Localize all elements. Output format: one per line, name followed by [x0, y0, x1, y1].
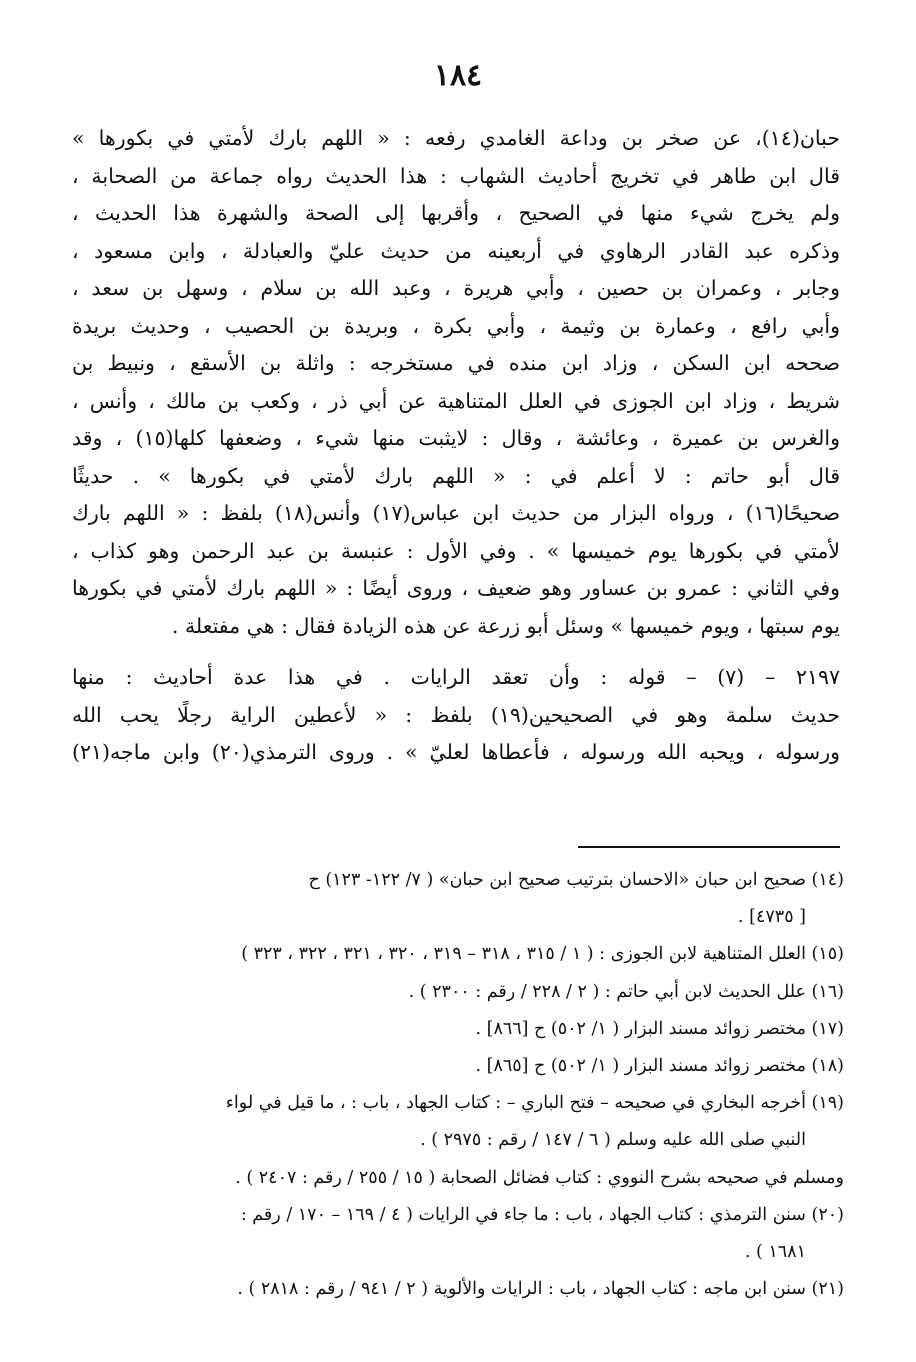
footnote-line: (١٧) مختصر زوائد مسند البزار ( ١/ ٥٠٢) ح [٨٦٦] .: [475, 1018, 844, 1039]
body-line: وأبي رافع ، وعمارة بن وثيمة ، وأبي بكرة ، وبريدة بن الحصيب ، وحديث بريدة: [72, 313, 840, 338]
body-line: يوم سبتها ، ويوم خميسها » وسئل أبو زرعة عن هذه الزيادة فقال : هي مفتعلة .: [171, 613, 840, 638]
footnote-line: (١٥) العلل المتناهية لابن الجوزى : ( ١ / ٣١٥ ، ٣١٨ – ٣١٩ ، ٣٢٠ ، ٣٢١ ، ٣٢٢ ، ٣٢٣ ): [241, 944, 844, 965]
paragraph-2-line: ورسوله ، ويحبه الله ورسوله ، فأعطاها لعليّ » . وروى الترمذي(٢٠) وابن ماجه(٢١): [72, 740, 840, 764]
footnote-line: (٢١) سنن ابن ماجه : كتاب الجهاد ، باب : الرايات والألوية ( ٢ / ٩٤١ / رقم : ٢٨١٨ ) .: [237, 1279, 844, 1300]
footnotes: [66, 862, 844, 1308]
body-line: شريط ، وزاد ابن الجوزى في العلل المتناهية عن أبي ذر ، وكعب بن مالك ، وأنس ،: [72, 388, 840, 413]
paragraph-2-line: ٢١٩٧ – (٧) – قوله : وأن تعقد الرايات . في هذا عدة أحاديث : منها: [72, 665, 840, 689]
footnote-line: النبي صلى الله عليه وسلم ( ٦ / ١٤٧ / رقم : ٢٩٧٥ ) .: [420, 1130, 806, 1151]
body-line: والغرس بن عميرة ، وعائشة ، وقال : لايثبت منها شيء ، وضعفها كلها(١٥) ، وقد: [72, 426, 840, 450]
body-line: وجابر ، وعمران بن حصين ، وأبي هريرة ، وعبد الله بن سلام ، وسهل بن سعد ،: [72, 276, 840, 300]
body-line: وفي الثاني : عمرو بن عساور وهو ضعيف ، وروى أيضًا : « اللهم بارك لأمتي في بكورها: [72, 576, 840, 600]
footnote-line: (٢٠) سنن الترمذي : كتاب الجهاد ، باب : ما جاء في الرايات ( ٤ / ١٦٩ – ١٧٠ / رقم :: [240, 1204, 844, 1225]
body-line: صححه ابن السكن ، وزاد ابن منده في مستخرجه : واثلة بن الأسقع ، ونبيط بن: [72, 351, 840, 375]
body-line: قال ابن طاهر في تخريج أحاديث الشهاب : هذا الحديث رواه جماعة من الصحابة ،: [72, 163, 840, 188]
body-line: ولم يخرج شيء منها في الصحيح ، وأقربها إلى الصحة والشهرة هذا الحديث ،: [72, 201, 840, 225]
page-number: ١٨٤: [433, 58, 483, 93]
body-line: لأمتي في بكورها يوم خميسها » . وفي الأول : عنبسة بن عبد الرحمن وهو كذاب ،: [72, 538, 840, 563]
body-line: قال أبو حاتم : لا أعلم في : « اللهم بارك لأمتي في بكورها » . حديثًا: [72, 463, 840, 488]
main-text: [72, 120, 840, 772]
paragraph-2-line: حديث سلمة وهو في الصحيحين(١٩) بلفظ : « لأعطين الراية رجلًا يحب الله: [72, 702, 840, 727]
footnote-line: (١٦) علل الحديث لابن أبي حاتم : ( ٢ / ٢٢٨ / رقم : ٢٣٠٠ ) .: [408, 981, 844, 1002]
footnote-divider: [578, 846, 840, 848]
footnote-line: (١٩) أخرجه البخاري في صحيحه – فتح الباري – : كتاب الجهاد ، باب : ، ما قيل في لواء: [225, 1093, 844, 1114]
footnote-line: [ ٤٧٣٥] .: [738, 907, 806, 928]
footnote-line: ١٦٨١ ) .: [744, 1241, 806, 1262]
footnote-line: ومسلم في صحيحه بشرح النووي : كتاب فضائل الصحابة ( ١٥ / ٢٥٥ / رقم : ٢٤٠٧ ) .: [235, 1167, 844, 1188]
body-line: وذكره عبد القادر الرهاوي في أربعينه من حديث عليّ والعبادلة ، وابن مسعود ،: [72, 238, 840, 263]
body-line: صحيحًا(١٦) ، ورواه البزار من حديث ابن عباس(١٧) وأنس(١٨) بلفظ : « اللهم بارك: [72, 501, 840, 525]
body-line: حبان(١٤)، عن صخر بن وداعة الغامدي رفعه : « اللهم بارك لأمتي في بكورها »: [72, 126, 840, 150]
footnote-line: (١٨) مختصر زوائد مسند البزار ( ١/ ٥٠٢) ح [٨٦٥] .: [475, 1055, 844, 1076]
footnote-line: (١٤) صحيح ابن حبان «الاحسان بترتيب صحيح ابن حبان» ( ٧/ ١٢٢- ١٢٣) ح: [308, 870, 844, 890]
